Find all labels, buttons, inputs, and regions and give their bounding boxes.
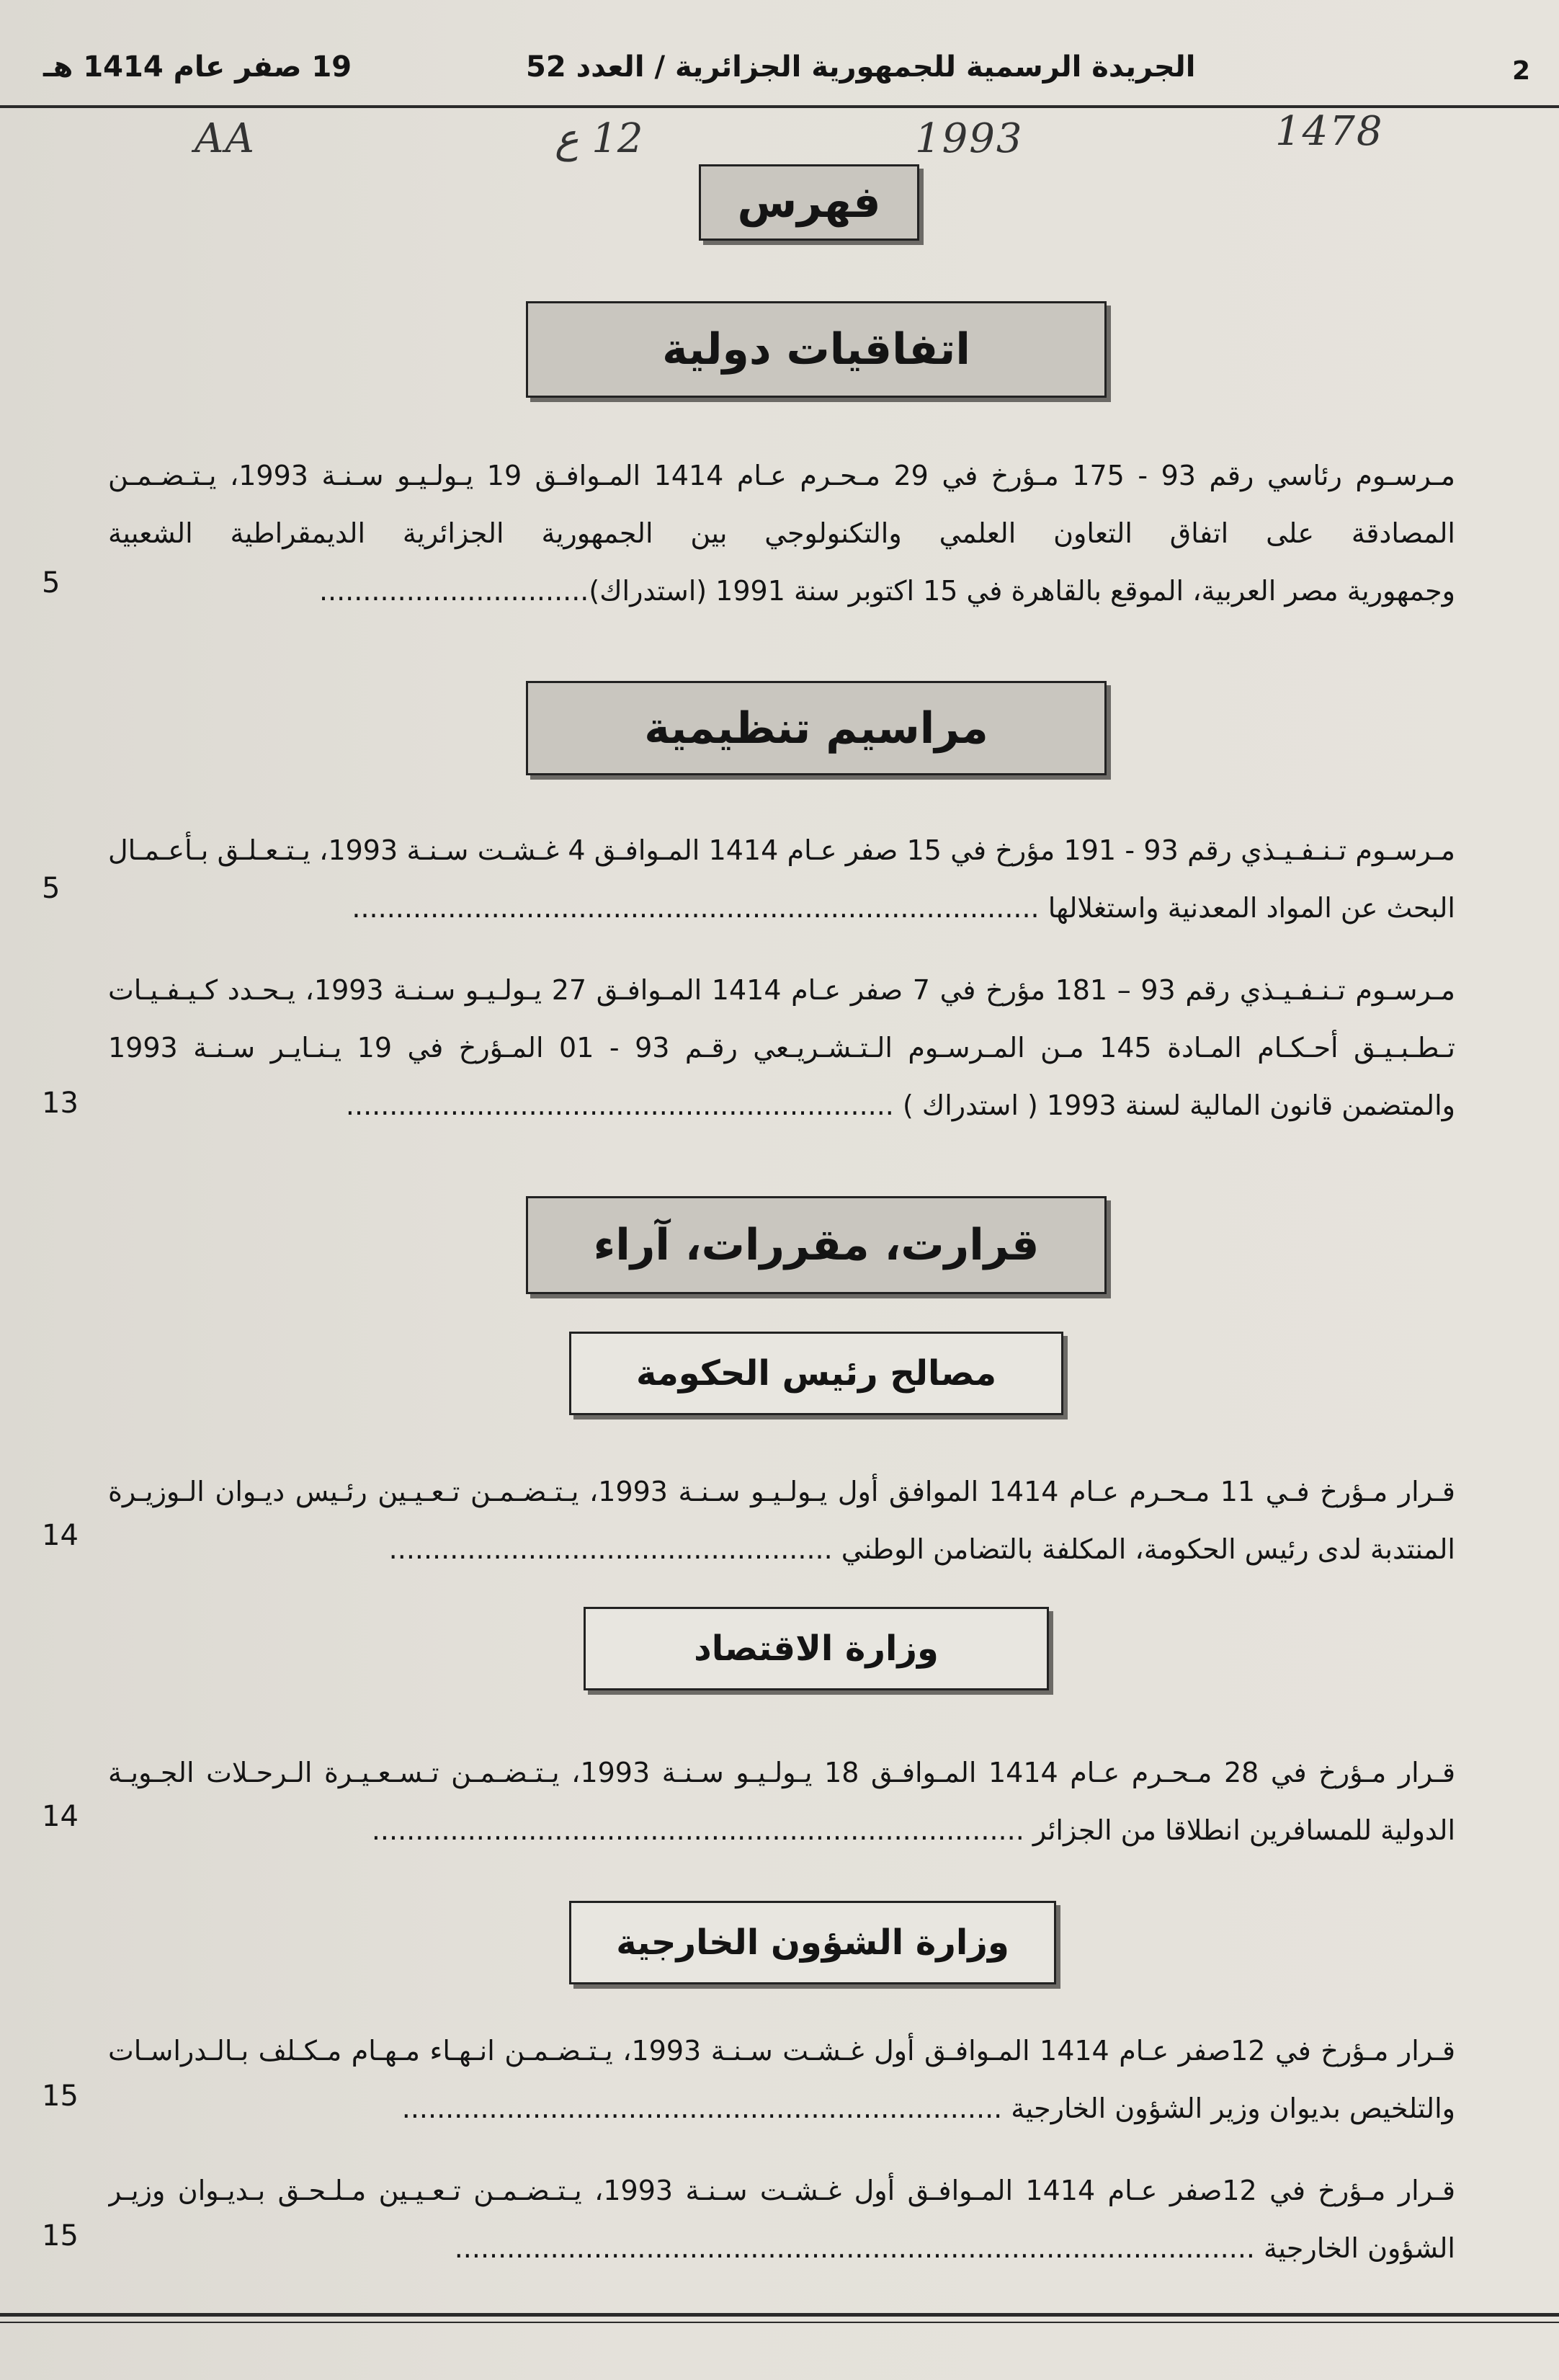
toc-entry[interactable] [108,821,1455,937]
entry-line: الشؤون الخارجية ............................................................................................ [454,2232,1455,2264]
issue-date: 19 صفر عام 1414 هـ [43,50,352,84]
entry-line: قـرار مـؤرخ في 12صفر عـام 1414 المـوافـق أول غـشـت سـنـة 1993، يـتـضـمـن انـهـاء مـهـام مـكـلف بـالـدراسـات [108,2035,1455,2067]
index-title: فهرس [699,164,919,241]
page-ref: 5 [42,872,61,905]
subsection-heading-economy: وزارة الاقتصاد [584,1607,1049,1690]
entry-line: قـرار مـؤرخ في 12صفر عـام 1414 المـوافـق أول غـشـت سـنـة 1993، يـتـضـمـن تـعـيـين مـلـحـق بـديـوان وزيـر [108,2175,1455,2206]
handwritten-annotation-center-left: 12 ع [555,115,643,162]
footer-rule-thin [0,2322,1559,2323]
toc-entry[interactable] [108,447,1455,620]
toc-entry[interactable] [108,1463,1455,1578]
toc-entry[interactable] [108,2162,1455,2277]
entry-line: والتلخيص بديوان وزير الشؤون الخارجية ..................................................................... [401,2092,1455,2124]
toc-entry[interactable] [108,1744,1455,1859]
subsection-heading-government: مصالح رئيس الحكومة [569,1332,1063,1415]
entry-line: والمتضمن قانون المالية لسنة 1993 ( استدراك ) ............................................................... [345,1089,1455,1121]
page-ref: 5 [42,566,61,600]
entry-line: البحث عن المواد المعدنية واستغلالها ............................................................................... [352,892,1455,924]
page-ref: 15 [42,2080,79,2113]
entry-line: وجمهورية مصر العربية، الموقع بالقاهرة في 15 اكتوبر سنة 1991 (استدراك)............................... [318,575,1455,607]
journal-title: الجريدة الرسمية للجمهورية الجزائرية / العدد 52 [526,50,1196,84]
entry-line: الدولية للمسافرين انطلاقا من الجزائر ........................................................................... [371,1814,1455,1846]
page-header [0,22,1559,108]
handwritten-annotation-right: 1478 [1275,108,1384,155]
toc-entry[interactable] [108,961,1455,1134]
subsection-heading-foreign-affairs: وزارة الشؤون الخارجية [569,1901,1056,1984]
entry-line: قـرار مـؤرخ في 28 مـحـرم عـام 1414 المـوافـق 18 يـولـيـو سـنـة 1993، يـتـضـمـن تـسـعـيـرة الـرحـلات الجـويـة [108,1757,1455,1788]
page-ref: 15 [42,2219,79,2252]
entry-line: المنتدبة لدى رئيس الحكومة، المكلفة بالتضامن الوطني ................................................... [388,1533,1455,1565]
handwritten-annotation-left: AA [195,115,256,162]
handwritten-annotation-center: 1993 [915,115,1024,162]
entry-line: المصادقة على اتفاق التعاون العلمي والتكنولوجي بين الجمهورية الجزائرية الديمقراطية الشعبية [108,517,1455,549]
toc-entry[interactable] [108,2022,1455,2137]
entry-line: مـرسـوم تـنـفـيـذي رقم 93 – 181 مؤرخ في 7 صفر عـام 1414 المـوافـق 27 يـولـيـو سـنـة 1993، يـحـدد كـيـفـيـات [108,974,1455,1006]
page-ref: 14 [42,1519,79,1552]
footer-rule [0,2313,1559,2317]
section-heading-regulatory: مراسيم تنظيمية [526,681,1107,775]
page-number: 2 [1511,56,1530,86]
section-heading-decisions: قرارت، مقررات، آراء [526,1196,1107,1294]
page-ref: 14 [42,1800,79,1833]
entry-line: مـرسـوم رئاسي رقم 93 - 175 مـؤرخ في 29 مـحـرم عـام 1414 المـوافـق 19 يـولـيـو سـنـة 1993، يـتـضـمـن [108,460,1455,491]
entry-line: قـرار مـؤرخ فـي 11 مـحـرم عـام 1414 الموافق أول يـولـيـو سـنـة 1993، يـتـضـمـن تـعـيـين رئـيس ديـوان الـوزيـرة [108,1476,1455,1507]
entry-line: مـرسـوم تـنـفـيـذي رقم 93 - 191 مؤرخ في 15 صفر عـام 1414 المـوافـق 4 غـشـت سـنـة 1993، يـتـعـلـق بـأعـمـال [108,834,1455,866]
section-heading-international: اتفاقيات دولية [526,301,1107,398]
entry-line: تـطـبـيـق أحـكـام المـادة 145 مـن المـرسـوم الـتـشـريـعي رقـم 93 - 01 المـؤرخ في 19 يـنـايـر سـنـة 1993 [108,1032,1455,1064]
page-ref: 13 [42,1087,79,1120]
